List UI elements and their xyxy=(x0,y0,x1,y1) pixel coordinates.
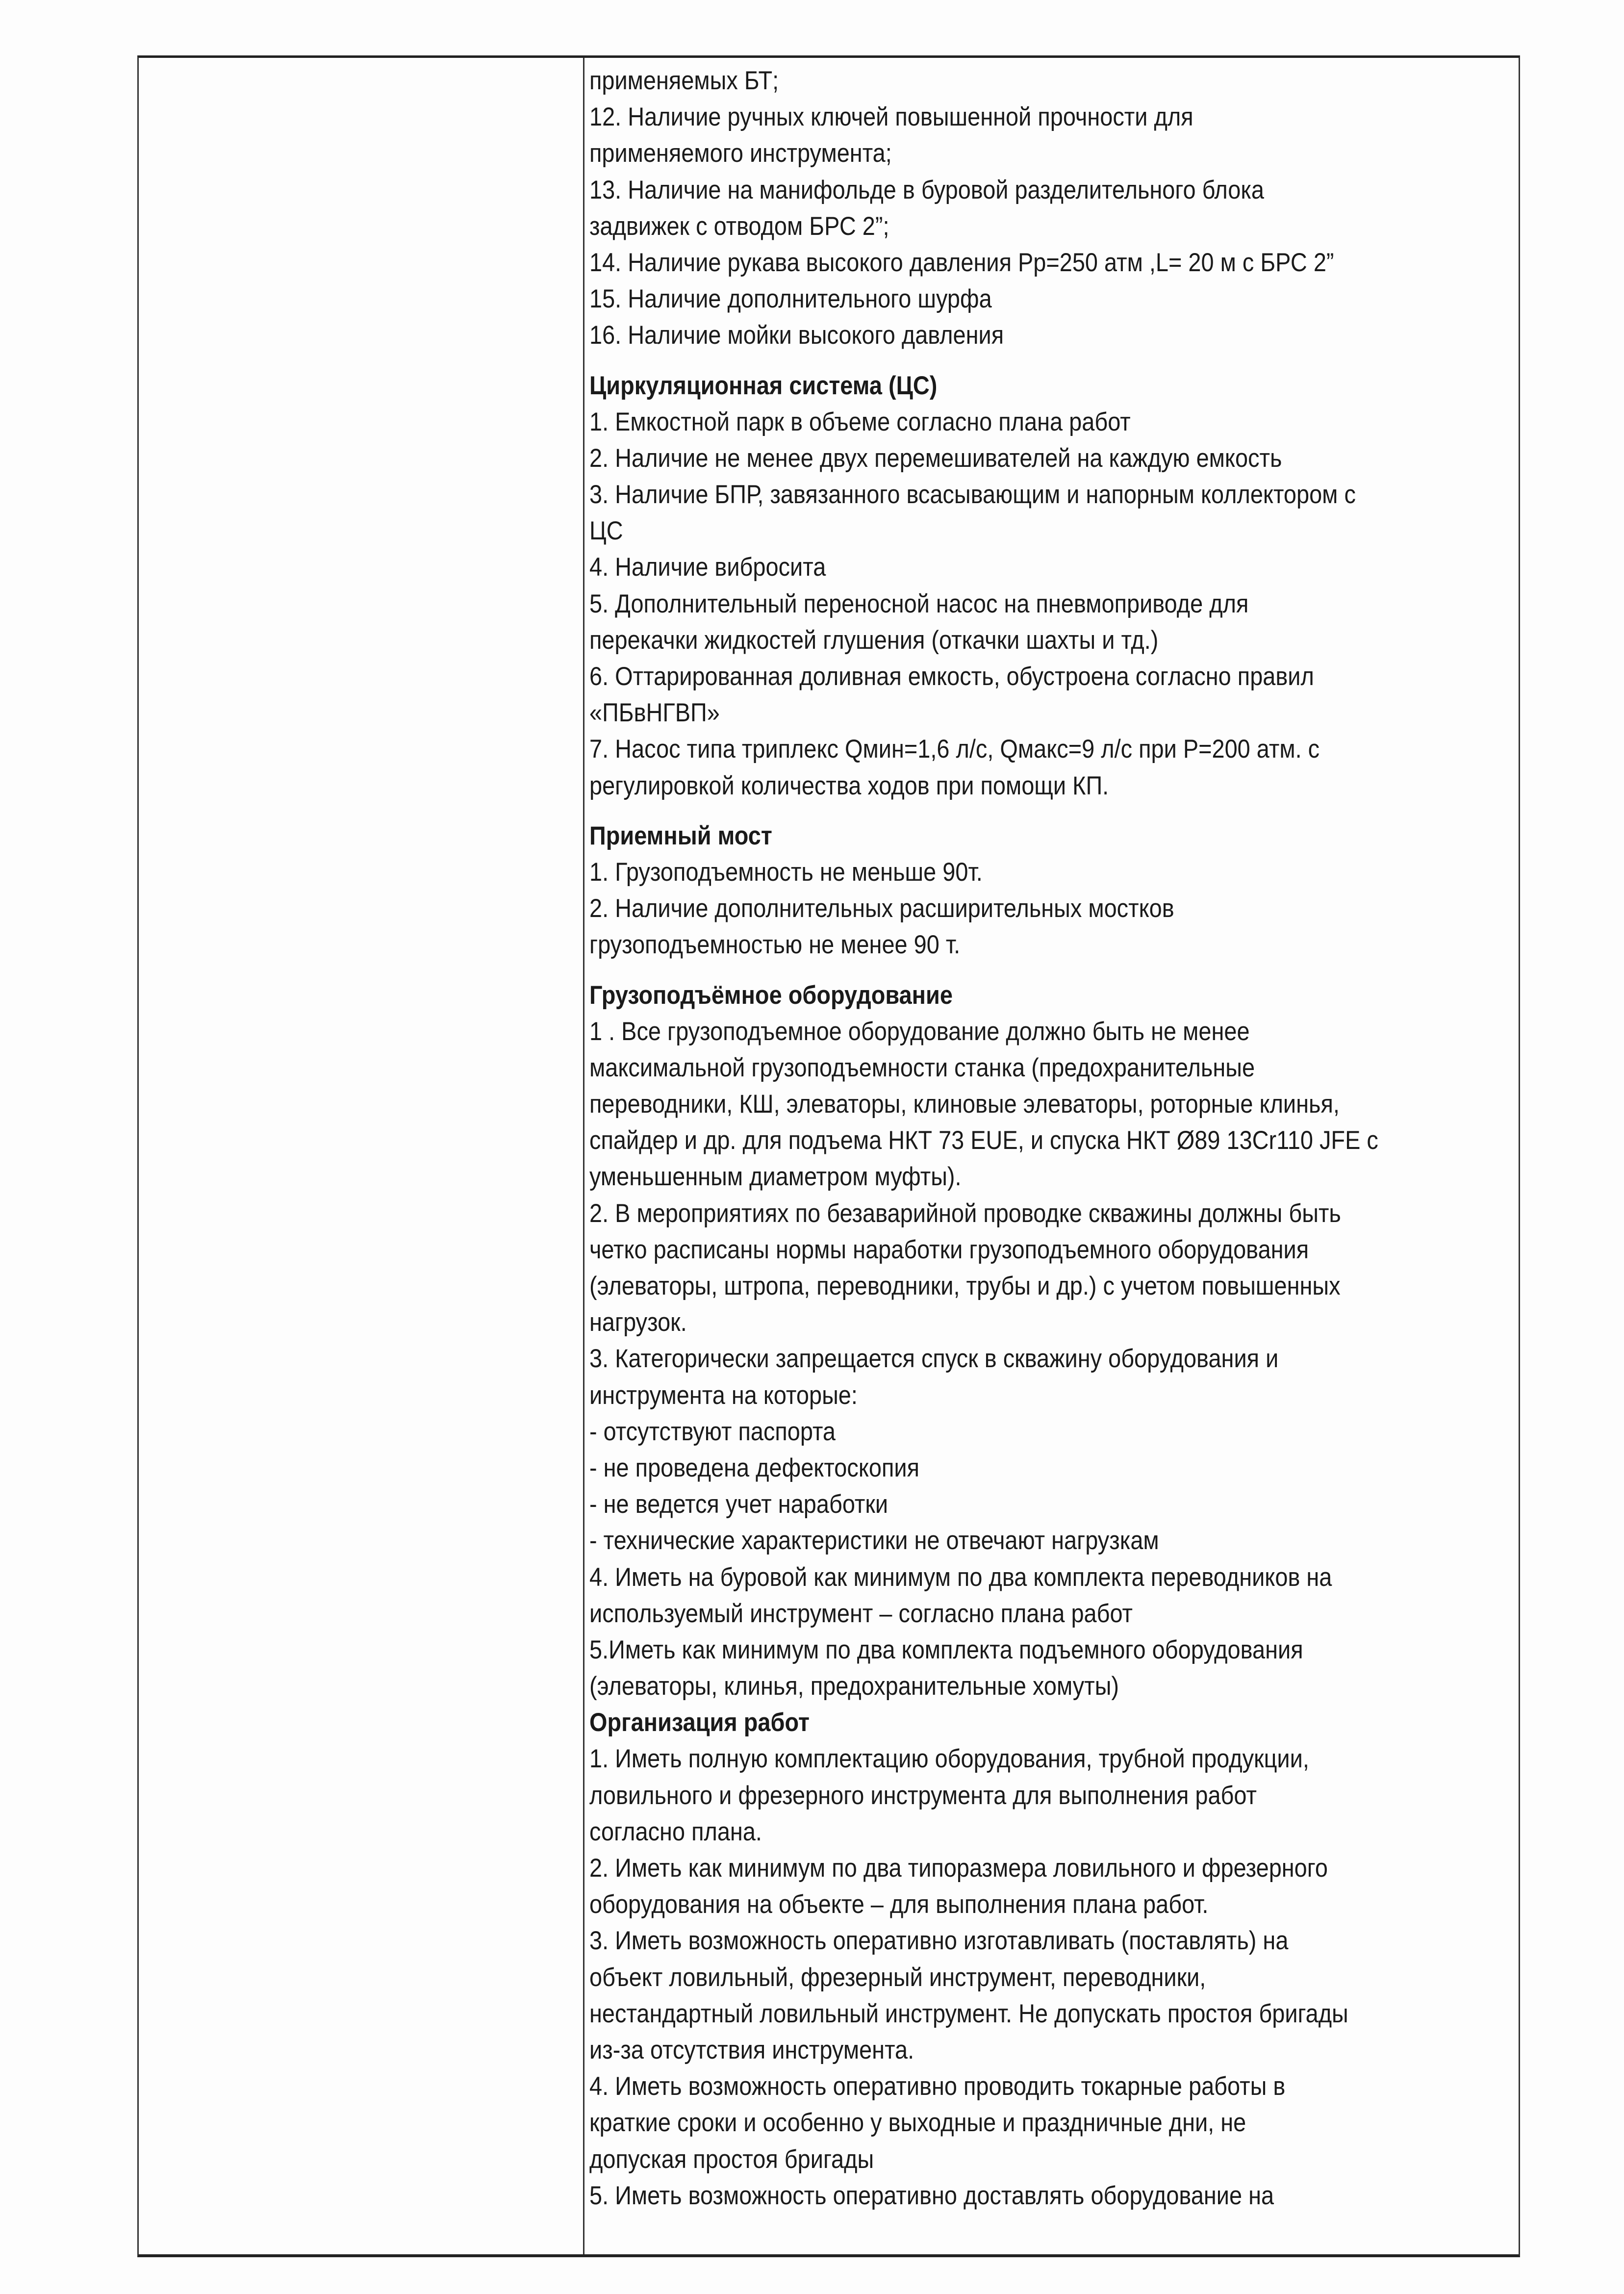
text-line: регулировкой количества ходов при помощи КП. xyxy=(589,771,1109,800)
text-line: 3. Иметь возможность оперативно изготавливать (поставлять) на xyxy=(589,1926,1289,1956)
text-line: - технические характеристики не отвечают нагрузкам xyxy=(589,1526,1159,1555)
text-line: инструмента на которые: xyxy=(589,1380,858,1410)
text-line: «ПБвНГВП» xyxy=(589,698,720,728)
text-line: - не проведена дефектоскопия xyxy=(589,1453,919,1482)
text-line: нестандартный ловильный инструмент. Не допускать простоя бригады xyxy=(589,1999,1348,2028)
section-heading: Приемный мост xyxy=(589,821,772,850)
text-line: задвижек с отводом БРС 2”; xyxy=(589,211,889,241)
text-line: максимальной грузоподъемности станка (предохранительные xyxy=(589,1053,1255,1082)
text-line: применяемого инструмента; xyxy=(589,139,892,168)
text-line: ЦС xyxy=(589,516,623,546)
text-line: 5.Иметь как минимум по два комплекта подъемного оборудования xyxy=(589,1635,1303,1664)
text-line: - не ведется учет наработки xyxy=(589,1490,888,1519)
text-line: оборудования на объекте – для выполнения плана работ. xyxy=(589,1890,1209,1919)
text-line: используемый инструмент – согласно плана работ xyxy=(589,1599,1133,1628)
text-line: 15. Наличие дополнительного шурфа xyxy=(589,284,992,314)
text-line: согласно плана. xyxy=(589,1817,762,1846)
text-line: - отсутствуют паспорта xyxy=(589,1417,836,1446)
cell-content xyxy=(589,63,1509,2214)
text-line: уменьшенным диаметром муфты). xyxy=(589,1162,962,1192)
section-heading: Грузоподъёмное оборудование xyxy=(589,980,953,1010)
table-right-cell xyxy=(584,58,1519,2254)
section-heading: Организация работ xyxy=(589,1708,810,1737)
text-line: 1. Емкостной парк в объеме согласно плана работ xyxy=(589,407,1131,436)
text-line: 16. Наличие мойки высокого давления xyxy=(589,321,1004,350)
text-line: четко расписаны нормы наработки грузоподъемного оборудования xyxy=(589,1235,1309,1264)
text-line: 1. Иметь полную комплектацию оборудования, трубной продукции, xyxy=(589,1744,1309,1774)
text-line: грузоподъемностью не менее 90 т. xyxy=(589,930,961,960)
text-line: 2. Иметь как минимум по два типоразмера ловильного и фрезерного xyxy=(589,1854,1328,1883)
table-left-cell xyxy=(139,58,584,2254)
text-line: объект ловильный, фрезерный инструмент, переводники, xyxy=(589,1963,1206,1992)
text-line: 1. Грузоподъемность не меньше 90т. xyxy=(589,857,983,887)
text-line: 3. Категорически запрещается спуск в скважину оборудования и xyxy=(589,1344,1279,1374)
text-line: 2. Наличие не менее двух перемешивателей на каждую емкость xyxy=(589,443,1282,473)
text-line: 4. Наличие вибросита xyxy=(589,553,826,582)
text-line: (элеваторы, штропа, переводники, трубы и др.) с учетом повышенных xyxy=(589,1272,1341,1300)
text-line: 3. Наличие БПР, завязанного всасывающим и напорным коллектором с xyxy=(589,480,1356,510)
text-line: из-за отсутствия инструмента. xyxy=(589,2035,914,2065)
text-line: 5. Дополнительный переносной насос на пневмоприводе для xyxy=(589,589,1249,618)
requirements-table xyxy=(137,55,1520,2257)
section-heading: Циркуляционная система (ЦС) xyxy=(589,371,938,400)
text-line: переводники, КШ, элеваторы, клиновые элеваторы, роторные клинья, xyxy=(589,1090,1340,1119)
text-line: перекачки жидкостей глушения (откачки шахты и тд.) xyxy=(589,625,1159,655)
text-line: 14. Наличие рукава высокого давления Рр=250 атм ,L= 20 м с БРС 2” xyxy=(589,248,1334,277)
text-line: краткие сроки и особенно у выходные и праздничные дни, не xyxy=(589,2108,1246,2138)
text-line: нагрузок. xyxy=(589,1308,687,1337)
text-line: 1 . Все грузоподъемное оборудование должно быть не менее xyxy=(589,1017,1250,1046)
text-line: допуская простоя бригады xyxy=(589,2144,874,2174)
text-line: 2. Наличие дополнительных расширительных мостков xyxy=(589,894,1174,923)
text-line: 12. Наличие ручных ключей повышенной прочности для xyxy=(589,102,1193,132)
text-line: ловильного и фрезерного инструмента для выполнения работ xyxy=(589,1781,1257,1810)
text-line: 13. Наличие на манифольде в буровой разделительного блока xyxy=(589,175,1264,204)
text-line: 2. В мероприятиях по безаварийной проводке скважины должны быть xyxy=(589,1198,1341,1228)
text-line: 4. Иметь на буровой как минимум по два комплекта переводников на xyxy=(589,1562,1332,1592)
text-line: 5. Иметь возможность оперативно доставлять оборудование на xyxy=(589,2181,1274,2210)
text-line: 6. Оттарированная доливная емкость, обустроена согласно правил xyxy=(589,662,1314,691)
text-line: 4. Иметь возможность оперативно проводить токарные работы в xyxy=(589,2072,1286,2101)
text-line: применяемых БТ; xyxy=(589,66,779,95)
text-line: (элеваторы, клинья, предохранительные хомуты) xyxy=(589,1672,1119,1701)
text-line: спайдер и др. для подъема НКТ 73 EUE, и спуска НКТ Ø89 13Cr110 JFE с xyxy=(589,1126,1378,1155)
text-line: 7. Насос типа триплекс Qмин=1,6 л/с, Qмакс=9 л/с при Р=200 атм. с xyxy=(589,735,1320,764)
